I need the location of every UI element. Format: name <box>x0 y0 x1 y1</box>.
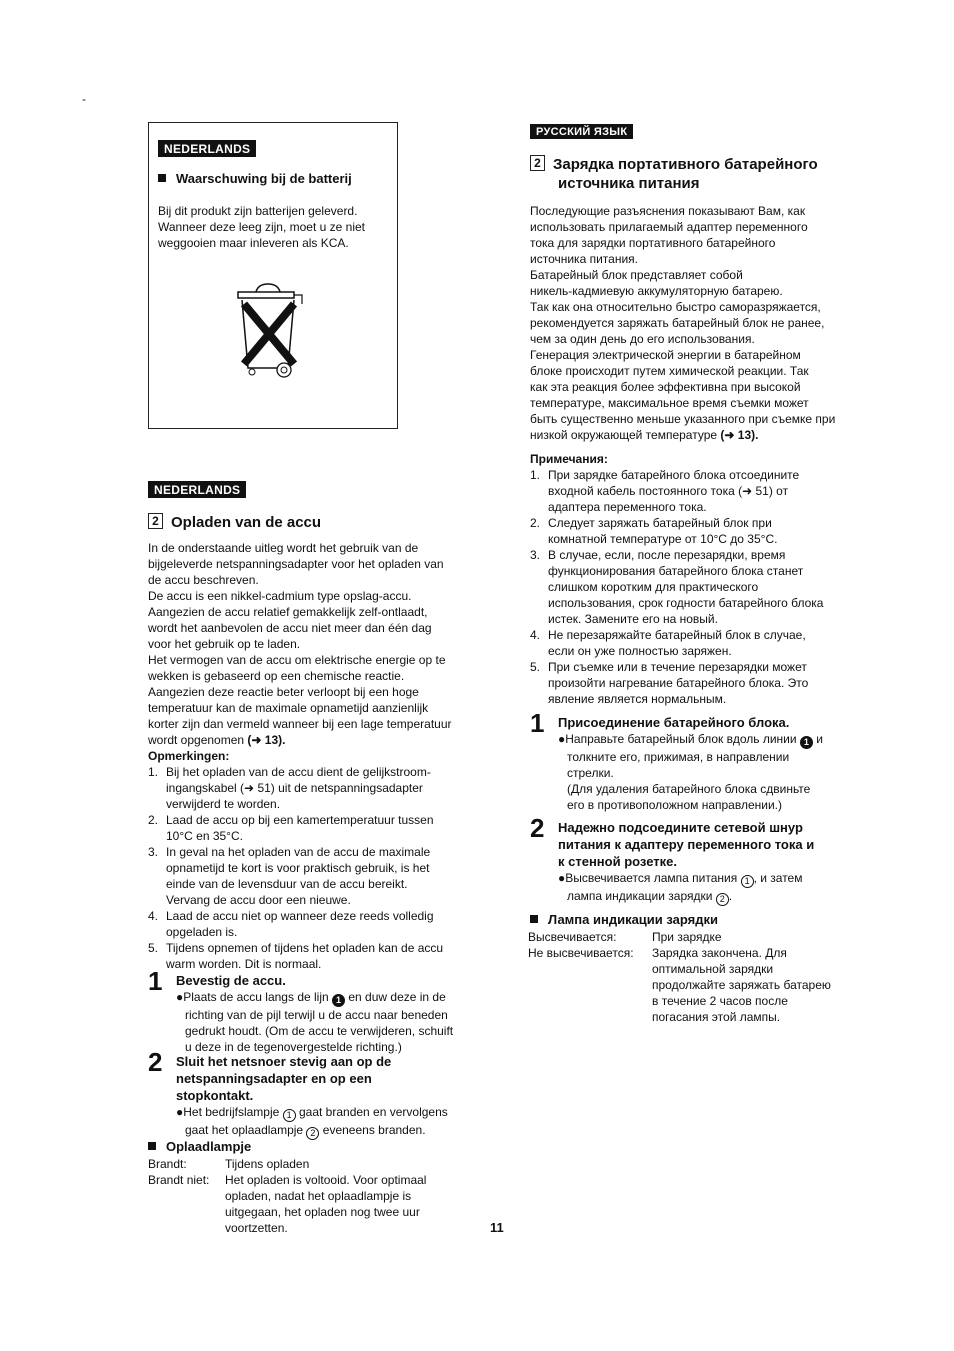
note-item: 2. Laad de accu op bij een kamertemperatuur tussen 10°C en 35°C. <box>148 813 434 843</box>
page-reference: (➜ 13). <box>720 428 759 442</box>
notes-list-ru <box>530 467 870 707</box>
note-item: 1. Bij het opladen van de accu dient de gelijkstroom- ingangskabel (➜ 51) uit de netspanningsadapter verwijderd te worden. <box>148 765 431 811</box>
charge-lamp-marker-icon: 2 <box>306 1127 319 1140</box>
step-title: Bevestig de accu. <box>176 973 286 988</box>
step-2-nl: 2 Sluit het netsnoer stevig aan op de netspanningsadapter en op een stopkontakt. ●Het bedrijfslampje 1 gaat branden en vervolgens gaat het oplaadlampje 2 eveneens branden. <box>148 1047 448 1138</box>
battery-warning-box <box>148 122 398 429</box>
step-number: 2 <box>148 1047 163 1077</box>
section-number: 2 <box>530 155 545 171</box>
step-1-nl: 1 Bevestig de accu. ●Plaats de accu langs de lijn 1 en duw deze in de richting van de pijl terwijl u de accu naar beneden gedrukt houdt. (Om de accu te verwijderen, schuift u deze in de tegenovergestelde richting.) <box>148 972 478 1055</box>
crossed-out-bin-icon <box>226 282 310 382</box>
battery-warning-text: Bij dit produkt zijn batterijen geleverd. Wanneer deze leeg zijn, moet u ze niet weggooien maar inleveren als KCA. <box>158 204 366 250</box>
section-title-ru: 2 Зарядка портативного батарейного источника питания <box>530 155 870 193</box>
step-2-ru: 2 Надежно подсоедините сетевой шнур питания к адаптеру переменного тока и к стенной розетке. ●Высвечивается лампа питания 1 , и затем лампа индикации зарядки 2 . <box>530 813 815 904</box>
notes-heading-ru: Примечания: <box>530 452 608 466</box>
notes-list-nl <box>148 764 468 972</box>
note-item: 5. При съемке или в течение перезарядки может произойти нагревание батарейного блока. Это явление является нормальным. <box>530 660 809 706</box>
line-marker-icon: 1 <box>332 994 345 1007</box>
section-title-nl: 2 Opladen van de accu <box>148 513 321 532</box>
step-title: Присоединение батарейного блока. <box>558 715 790 730</box>
charge-lamp-heading-nl: Oplaadlampje <box>148 1139 251 1154</box>
battery-warning-heading: Waarschuwing bij de batterij <box>158 171 352 186</box>
charge-lamp-marker-icon: 2 <box>716 893 729 906</box>
corner-mark: - <box>82 92 86 106</box>
charge-lamp-table-nl <box>148 1156 426 1236</box>
note-item: 2. Следует заряжать батарейный блок при комнатной температуре от 10°C до 35°C. <box>530 516 778 546</box>
step-number: 2 <box>530 813 545 843</box>
step-number: 1 <box>530 708 545 738</box>
language-label-ru: РУССКИЙ ЯЗЫК <box>530 124 633 139</box>
note-item: 4. Не перезаряжайте батарейный блок в случае, если он уже полностью заряжен. <box>530 628 806 658</box>
table-row: Не высвечивается: Зарядка закончена. Для оптимальной зарядки продолжайте заряжать батарею в течение 2 часов после погасания этой лампы. <box>528 946 831 1024</box>
intro-text-ru: Последующие разъяснения показывают Вам, как использовать прилагаемый адаптер переменного тока для зарядки портативного батарейного источника питания. Батарейный блок представляет собой никель-кадмиевую аккумуляторную батарею. Так как она относительно быстро саморазряжается, рекомендуется заряжать батарейный блок не ранее, чем за один день до его использования. Генерация электрической энергии в батарейном блоке происходит путем химической реакции. Так как эта реакция более эффективна при высокой температуре, максимальное время съемки может быть существенно меньше указанного при съемке при низкой окружающей температуре (➜ 13). <box>530 204 836 442</box>
step-number: 1 <box>148 966 163 996</box>
power-lamp-marker-icon: 1 <box>283 1109 296 1122</box>
note-item: 4. Laad de accu niet op wanneer deze reeds volledig opgeladen is. <box>148 909 434 939</box>
table-row: Brandt niet: Het opladen is voltooid. Voor optimaal opladen, nadat het oplaadlampje is uitgegaan, het opladen nog twee uur voortzetten. <box>148 1173 427 1235</box>
note-item: 5. Tijdens opnemen of tijdens het opladen kan de accu warm worden. Dit is normaal. <box>148 941 444 971</box>
note-item: 1. При зарядке батарейного блока отсоедините входной кабель постоянного тока (➜ 51) от адаптера переменного тока. <box>530 468 800 514</box>
charge-lamp-heading-ru: Лампа индикации зарядки <box>530 912 718 927</box>
table-row: Brandt: Tijdens opladen <box>148 1157 310 1171</box>
language-label-nl: NEDERLANDS <box>148 481 246 498</box>
line-marker-icon: 1 <box>800 736 813 749</box>
bullet-square-icon <box>530 915 538 923</box>
bullet-square-icon <box>158 174 166 182</box>
bullet-square-icon <box>148 1142 156 1150</box>
table-row: Высвечивается: При зарядке <box>528 930 722 944</box>
step-1-ru: 1 Присоединение батарейного блока. ●Направьте батарейный блок вдоль линии 1 и толкните его, прижимая, в направлении стрелки. (Для удаления батарейного блока сдвиньте его в противоположном направлении.) <box>530 714 870 813</box>
power-lamp-marker-icon: 1 <box>741 875 754 888</box>
intro-text-nl: In de onderstaande uitleg wordt het gebruik van de bijgeleverde netspanningsadapter voor het opladen van de accu beschreven. De accu is een nikkel-cadmium type opslag-accu. Aangezien de accu relatief gemakkelijk zelf-ontlaadt, wordt het aanbevolen de accu niet meer dan één dag voor het gebruik op te laden. Het vermogen van de accu om elektrische energie op te wekken is gebaseerd op een chemische reactie. Aangezien deze reactie beter verloopt bij een hoge temperatuur kan de maximale opnametijd aanzienlijk korter zijn dan vermeld wanneer bij een lage temperatuur wordt opgenomen (➜ 13). Opmerkingen: <box>148 540 468 764</box>
page-number: 11 <box>490 1220 504 1235</box>
page-reference: (➜ 13). <box>247 733 286 747</box>
language-label-nl-box: NEDERLANDS <box>158 140 256 157</box>
note-item: 3. В случае, если, после перезарядки, время функционирования батарейного блока станет слишком коротким для практического использования, срок годности батарейного блока истек. Замените его на новый. <box>530 548 824 626</box>
note-item: 3. In geval na het opladen van de accu de maximale opnametijd te kort is voor praktisch gebruik, is het einde van de levensduur van de accu bereikt. Vervang de accu door een nieuwe. <box>148 845 431 907</box>
charge-lamp-table-ru <box>528 929 831 1025</box>
section-number: 2 <box>148 513 163 529</box>
notes-heading-nl: Opmerkingen: <box>148 749 230 763</box>
